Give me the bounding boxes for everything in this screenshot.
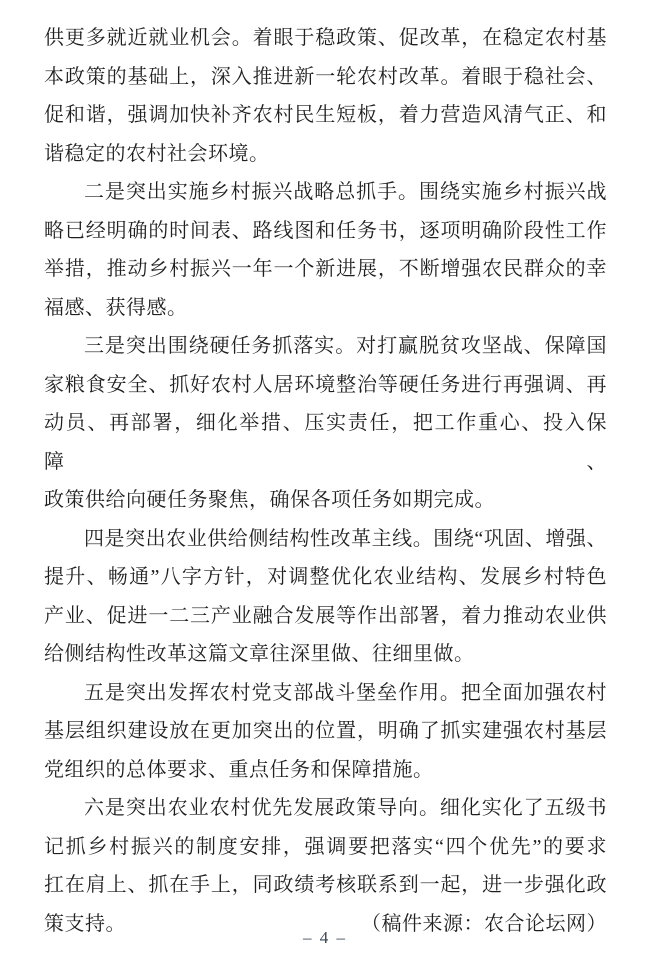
paragraph <box>44 674 607 790</box>
text-line: 五是突出发挥农村党支部战斗堡垒作用。把全面加强农村 <box>84 681 607 704</box>
source-attribution: （稿件来源：农合论坛网） <box>361 912 607 935</box>
document-body <box>44 19 607 943</box>
text-line: 产业、促进一二三产业融合发展等作出部署，着力推动农业供 <box>44 604 607 627</box>
text-line: 供更多就近就业机会。着眼于稳政策、促改革，在稳定农村基 <box>44 27 607 49</box>
text-line: 政策供给向硬任务聚焦，确保各项任务如期完成。 <box>44 489 495 511</box>
text-line: 福感、获得感。 <box>44 296 188 319</box>
text-line: 举措，推动乡村振兴一年一个新进展，不断增强农民群众的幸 <box>44 258 607 280</box>
text-line: 基层组织建设放在更加突出的位置，明确了抓实建强农村基层 <box>44 720 607 742</box>
text-line: 略已经明确的时间表、路线图和任务书，逐项明确阶段性工作 <box>44 219 607 242</box>
text-line: 促和谐，强调加快补齐农村民生短板，着力营造风清气正、和 <box>44 104 607 126</box>
text-line: 党组织的总体要求、重点任务和保障措施。 <box>44 758 434 781</box>
text-line: 动员、再部署，细化举措、压实责任，把工作重心、投入保障、 <box>44 412 607 473</box>
text-line: 扛在肩上、抓在手上，同政绩考核联系到一起，进一步强化政 <box>44 874 607 896</box>
text-line-left: 策支持。 <box>44 912 126 935</box>
text-line: 家粮食安全、抓好农村人居环境整治等硬任务进行再强调、再 <box>44 373 607 396</box>
text-line: 谐稳定的农村社会环境。 <box>44 142 270 165</box>
text-line: 记抓乡村振兴的制度安排，强调要把落实“四个优先”的要求 <box>44 835 607 858</box>
paragraph <box>44 19 607 173</box>
paragraph <box>44 173 607 327</box>
text-line: 六是突出农业农村优先发展政策导向。细化实化了五级书 <box>84 797 607 819</box>
page-number: – 4 – <box>303 928 347 947</box>
page-footer <box>0 928 650 948</box>
text-line: 本政策的基础上，深入推进新一轮农村改革。着眼于稳社会、 <box>44 65 607 88</box>
paragraph <box>44 327 607 520</box>
paragraph <box>44 789 607 943</box>
text-line: 给侧结构性改革这篇文章往深里做、往细里做。 <box>44 643 475 665</box>
paragraph <box>44 520 607 674</box>
text-line: 三是突出围绕硬任务抓落实。对打赢脱贫攻坚战、保障国 <box>84 335 607 357</box>
text-line: 提升、畅通”八字方针，对调整优化农业结构、发展乡村特色 <box>44 566 607 588</box>
text-line: 四是突出农业供给侧结构性改革主线。围绕“巩固、增强、 <box>84 527 607 550</box>
text-line: 二是突出实施乡村振兴战略总抓手。围绕实施乡村振兴战 <box>84 181 607 203</box>
